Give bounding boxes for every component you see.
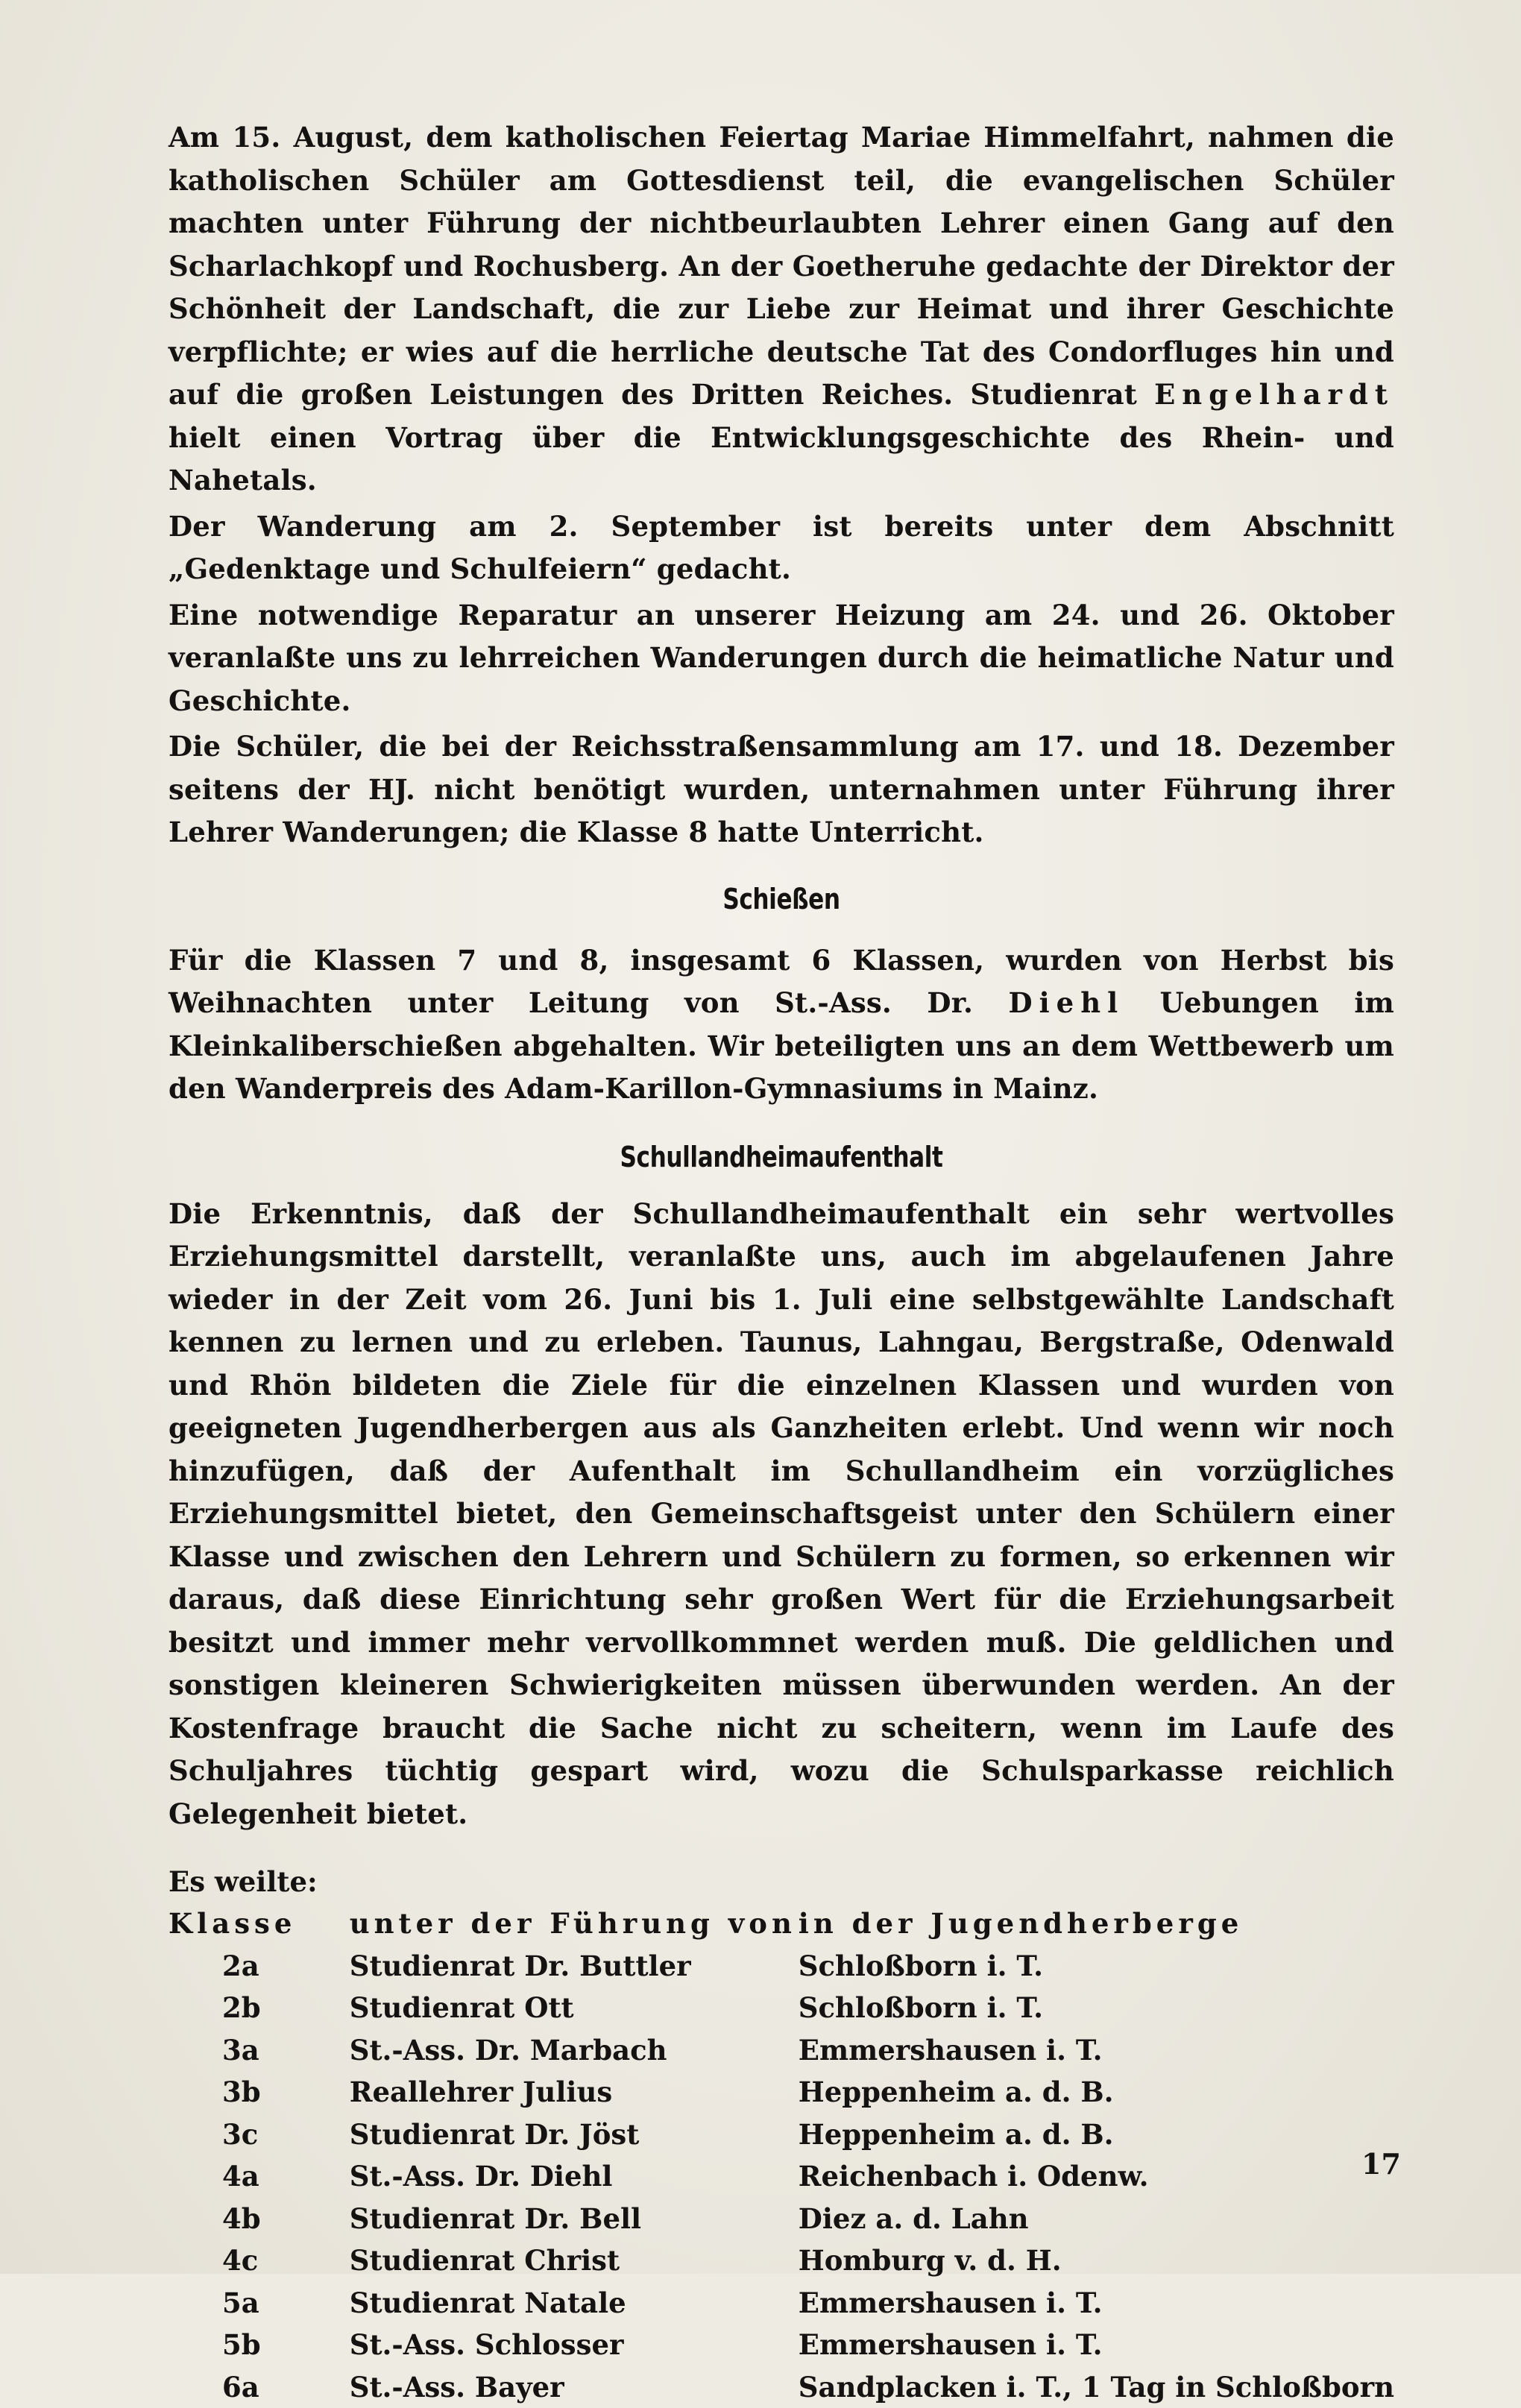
table-header-row (169, 1903, 1394, 1945)
table-row (169, 2071, 1394, 2114)
paragraph-schiessen: Für die Klassen 7 und 8, insgesamt 6 Klassen, wurden von Herbst bis Weihnachten unter Leitung von St.-Ass. Dr. Diehl Uebungen im Kleinkaliberschießen abgehalten. Wir beteiligten uns an dem Wettbewerb um den Wanderpreis des Adam-Karillon-Gymnasiums in Mainz. (169, 939, 1394, 1111)
cell-herberge: Emmershausen i. T. (799, 2324, 1394, 2366)
name-engelhardt: Engelhardt (1154, 378, 1394, 411)
table-row (169, 2029, 1394, 2072)
table-row (169, 1987, 1394, 2029)
paragraph-heizung-reparatur: Eine notwendige Reparatur an unserer Heizung am 24. und 26. Oktober veranlaßte uns zu lehrreichen Wanderungen durch die heimatliche Natur und Geschichte. (169, 594, 1394, 723)
column-header-herberge: in der Jugendherberge (799, 1903, 1394, 1945)
cell-fuehrung: St.-Ass. Dr. Marbach (350, 2029, 799, 2072)
cell-klasse: 3b (169, 2071, 350, 2114)
cell-fuehrung: St.-Ass. Dr. Diehl (350, 2155, 799, 2198)
column-header-fuehrung: unter der Führung von (350, 1903, 799, 1945)
cell-fuehrung: Studienrat Christ (350, 2240, 799, 2282)
name-diehl: Diehl (1009, 986, 1125, 1019)
cell-fuehrung: St.-Ass. Bayer (350, 2366, 799, 2408)
cell-fuehrung: Reallehrer Julius (350, 2071, 799, 2114)
table-row (169, 2324, 1394, 2366)
paragraph-wanderung-september: Der Wanderung am 2. September ist bereits unter dem Abschnitt „Gedenktage und Schulfeiern“ gedacht. (169, 505, 1394, 591)
table-row (169, 2282, 1394, 2325)
page-content (169, 116, 1394, 2408)
cell-klasse: 4c (169, 2240, 350, 2282)
table-row (169, 1945, 1394, 1988)
cell-herberge: Reichenbach i. Odenw. (799, 2155, 1394, 2198)
paragraph-wanderungen-august: Am 15. August, dem katholischen Feiertag Mariae Himmelfahrt, nahmen die katholischen Schüler am Gottesdienst teil, die evangelischen Schüler machten unter Führung der nichtbeurlaubten Lehrer einen Gang auf den Scharlachkopf und Rochusberg. An der Goetheruhe gedachte der Direktor der Schönheit der Landschaft, die zur Liebe zur Heimat und ihrer Geschichte verpflichte; er wies auf die herrliche deutsche Tat des Condorfluges hin und auf die großen Leistungen des Dritten Reiches. Studienrat Engelhardt hielt einen Vortrag über die Entwicklungsgeschichte des Rhein- und Nahetals. (169, 116, 1394, 502)
cell-herberge: Sandplacken i. T., 1 Tag in Schloßborn (799, 2366, 1394, 2408)
cell-klasse: 5b (169, 2324, 350, 2366)
cell-herberge: Heppenheim a. d. B. (799, 2071, 1394, 2114)
table-row (169, 2155, 1394, 2198)
cell-herberge: Emmershausen i. T. (799, 2282, 1394, 2325)
cell-klasse: 4b (169, 2198, 350, 2240)
table-row (169, 2366, 1394, 2408)
cell-fuehrung: Studienrat Natale (350, 2282, 799, 2325)
es-weilte-label: Es weilte: (169, 1861, 1394, 1903)
cell-klasse: 3c (169, 2114, 350, 2156)
page-number: 17 (1361, 2147, 1401, 2181)
cell-fuehrung: Studienrat Ott (350, 1987, 799, 2029)
cell-fuehrung: Studienrat Dr. Buttler (350, 1945, 799, 1988)
cell-herberge: Heppenheim a. d. B. (799, 2114, 1394, 2156)
cell-herberge: Schloßborn i. T. (799, 1945, 1394, 1988)
cell-klasse: 2b (169, 1987, 350, 2029)
table-row (169, 2198, 1394, 2240)
cell-klasse: 5a (169, 2282, 350, 2325)
cell-herberge: Diez a. d. Lahn (799, 2198, 1394, 2240)
cell-klasse: 4a (169, 2155, 350, 2198)
cell-klasse: 2a (169, 1945, 350, 1988)
section-heading-schullandheim: Schullandheimaufenthalt (279, 1141, 1284, 1173)
table-row (169, 2240, 1394, 2282)
paragraph-schullandheim: Die Erkenntnis, daß der Schullandheimaufenthalt ein sehr wertvolles Erziehungsmittel darstellt, veranlaßte uns, auch im abgelaufenen Jahre wieder in der Zeit vom 26. Juni bis 1. Juli eine selbstgewählte Landschaft kennen zu lernen und zu erleben. Taunus, Lahngau, Bergstraße, Odenwald und Rhön bildeten die Ziele für die einzelnen Klassen und wurden von geeigneten Jugendherbergen aus als Ganzheiten erlebt. Und wenn wir noch hinzufügen, daß der Aufenthalt im Schullandheim ein vorzügliches Erziehungsmittel bietet, den Gemeinschaftsgeist unter den Schülern einer Klasse und zwischen den Lehrern und Schülern zu formen, so erkennen wir daraus, daß diese Einrichtung sehr großen Wert für die Erziehungsarbeit besitzt und immer mehr vervollkommnet werden muß. Die geldlichen und sonstigen kleineren Schwierigkeiten müssen überwunden werden. An der Kostenfrage braucht die Sache nicht zu scheitern, wenn im Laufe des Schuljahres tüchtig gespart wird, wozu die Schulsparkasse reichlich Gelegenheit bietet. (169, 1193, 1394, 1836)
section-heading-schiessen: Schießen (279, 883, 1284, 915)
cell-herberge: Homburg v. d. H. (799, 2240, 1394, 2282)
cell-herberge: Schloßborn i. T. (799, 1987, 1394, 2029)
cell-fuehrung: St.-Ass. Schlosser (350, 2324, 799, 2366)
cell-fuehrung: Studienrat Dr. Jöst (350, 2114, 799, 2156)
paragraph-reichsstrassensammlung: Die Schüler, die bei der Reichsstraßensammlung am 17. und 18. Dezember seitens der HJ. nicht benötigt wurden, unternahmen unter Führung ihrer Lehrer Wanderungen; die Klasse 8 hatte Unterricht. (169, 725, 1394, 854)
cell-herberge: Emmershausen i. T. (799, 2029, 1394, 2072)
table-row (169, 2114, 1394, 2156)
klassen-table (169, 1903, 1394, 2408)
cell-klasse: 6a (169, 2366, 350, 2408)
cell-klasse: 3a (169, 2029, 350, 2072)
column-header-klasse: Klasse (169, 1903, 350, 1945)
cell-fuehrung: Studienrat Dr. Bell (350, 2198, 799, 2240)
